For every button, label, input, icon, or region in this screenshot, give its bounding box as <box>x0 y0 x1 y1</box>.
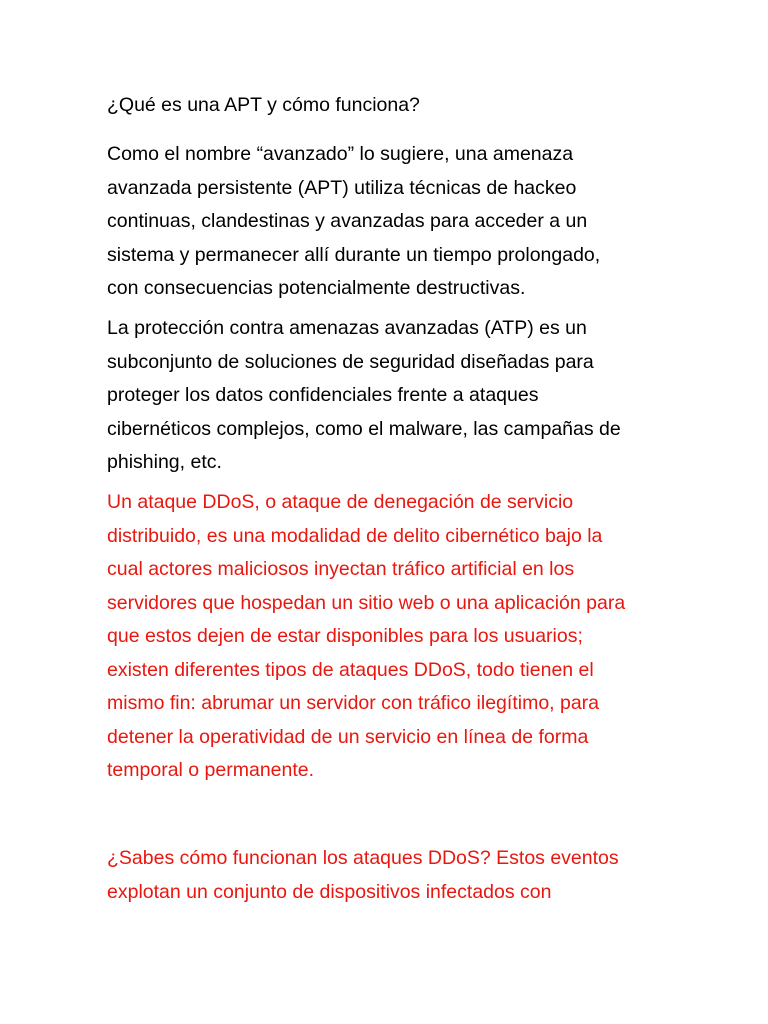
paragraph-line: explotan un conjunto de dispositivos infectados con <box>107 880 552 903</box>
paragraph-line: sistema y permanecer allí durante un tiempo prolongado, <box>107 243 601 266</box>
heading-line: ¿Qué es una APT y cómo funciona? <box>107 94 420 116</box>
paragraph-line: detener la operatividad de un servicio en línea de forma <box>107 725 589 748</box>
paragraph-line: phishing, etc. <box>107 451 222 473</box>
paragraph-line: existen diferentes tipos de ataques DDoS, todo tienen el <box>107 658 594 681</box>
paragraph-line: mismo fin: abrumar un servidor con tráfico ilegítimo, para <box>107 692 600 714</box>
paragraph-line: proteger los datos confidenciales frente a ataques <box>107 384 539 406</box>
paragraph-atp <box>107 312 667 480</box>
paragraph-sabes <box>107 842 667 909</box>
paragraph-ddos <box>107 486 667 788</box>
paragraph-line: Como el nombre “avanzado” lo sugiere, una amenaza <box>107 143 574 165</box>
paragraph-line: que estos dejen de estar disponibles para los usuarios; <box>107 625 583 647</box>
paragraph-line: avanzada persistente (APT) utiliza técnicas de hackeo <box>107 176 577 199</box>
paragraph-line: ¿Sabes cómo funcionan los ataques DDoS? Estos eventos <box>107 847 619 869</box>
paragraph-line: temporal o permanente. <box>107 759 315 781</box>
paragraph-line: subconjunto de soluciones de seguridad diseñadas para <box>107 350 594 373</box>
paragraph-line: La protección contra amenazas avanzadas (ATP) es un <box>107 317 587 339</box>
paragraph-line: continuas, clandestinas y avanzadas para acceder a un <box>107 210 588 232</box>
paragraph-line: cibernéticos complejos, como el malware, las campañas de <box>107 417 621 440</box>
paragraph-line: servidores que hospedan un sitio web o una aplicación para <box>107 591 626 614</box>
paragraph-line: Un ataque DDoS, o ataque de denegación de servicio <box>107 491 574 513</box>
page-heading <box>107 89 667 123</box>
paragraph-line: cual actores maliciosos inyectan tráfico artificial en los <box>107 558 575 580</box>
paragraph-line: con consecuencias potencialmente destructivas. <box>107 277 526 299</box>
paragraph-line: distribuido, es una modalidad de delito cibernético bajo la <box>107 524 603 547</box>
paragraph-apt <box>107 138 667 306</box>
